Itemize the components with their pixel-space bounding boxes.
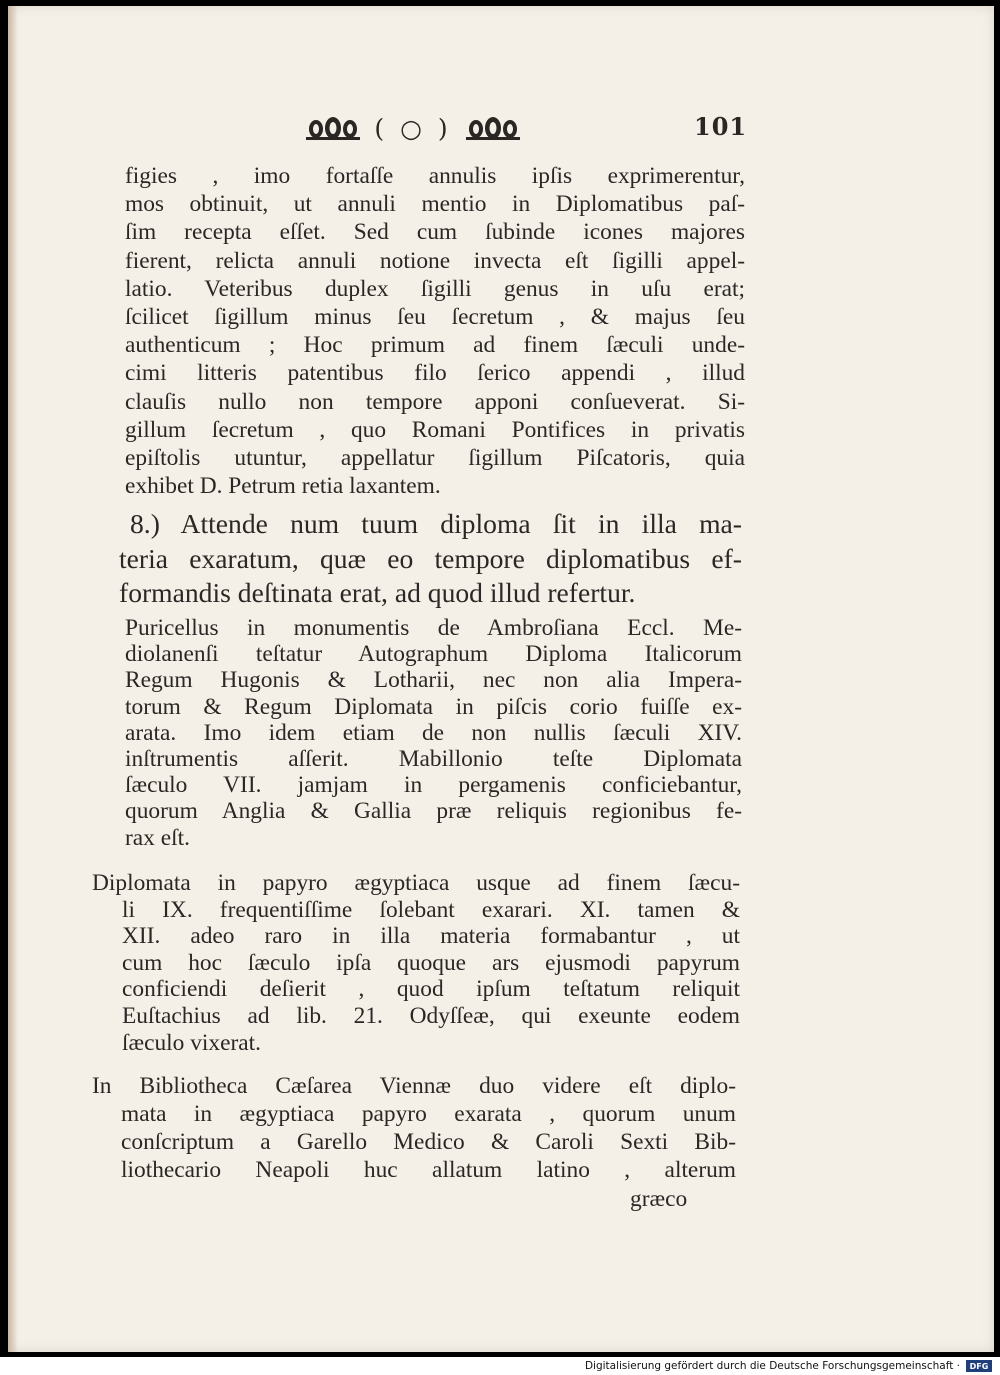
text-line: cimi litteris patentibus filo ſerico appendi , illud bbox=[125, 360, 745, 387]
text-line: Diplomata in papyro ægyptiaca usque ad finem ſæcu- bbox=[92, 870, 740, 896]
text-line: 8.) Attende num tuum diploma ſit in illa ma- bbox=[130, 508, 742, 539]
text-line: rax eſt. bbox=[125, 824, 190, 851]
fleuron-left-icon bbox=[302, 113, 364, 143]
header-ornament-center: ( ○ ) bbox=[374, 113, 452, 143]
text-line: In Bibliotheca Cæſarea Viennæ duo videre eſt diplo- bbox=[92, 1073, 736, 1099]
book-page bbox=[8, 6, 994, 1352]
text-line: latio. Veteribus duplex ſigilli genus in uſu erat; bbox=[125, 275, 745, 302]
page-header bbox=[8, 108, 994, 148]
text-line: ſæculo vixerat. bbox=[122, 1029, 262, 1056]
rule-8-heading bbox=[119, 507, 742, 611]
text-line: figies , imo fortaſſe annulis ipſis exprimerentur, bbox=[125, 163, 745, 189]
text-line: arata. Imo idem etiam de non nullis ſæculi XIV. bbox=[125, 719, 742, 746]
note-paragraph-2 bbox=[92, 870, 740, 1056]
text-line: conſcriptum a Garello Medico & Caroli Sexti Bib- bbox=[121, 1129, 736, 1155]
text-line: fierent, relicta annuli notione invecta eſt ſigilli appel- bbox=[125, 247, 745, 274]
text-line: liothecario Neapoli huc allatum latino , alterum bbox=[121, 1157, 736, 1183]
text-line: exhibet D. Petrum retia laxantem. bbox=[125, 473, 441, 500]
text-line: epiſtolis utuntur, appellatur ſigillum Piſcatoris, quia bbox=[125, 445, 745, 472]
text-line: Euſtachius ad lib. 21. Odyſſeæ, qui exeunte eodem bbox=[122, 1002, 740, 1029]
digitization-credit-bar bbox=[0, 1357, 1000, 1375]
digitization-credit-text: Digitalisierung gefördert durch die Deutsche Forschungsgemeinschaft · bbox=[584, 1360, 960, 1372]
text-line: gillum ſecretum , quo Romani Pontifices in privatis bbox=[125, 416, 745, 443]
text-line: li IX. frequentiſſime ſolebant exarari. XI. tamen & bbox=[122, 896, 740, 923]
page-spine-shadow bbox=[8, 6, 18, 1352]
note-paragraph-1 bbox=[125, 615, 742, 851]
text-line: inſtrumentis aſſerit. Mabillonio teſte Diplomata bbox=[125, 746, 742, 773]
note-paragraph-3 bbox=[92, 1072, 736, 1184]
catchword: græco bbox=[630, 1186, 688, 1212]
fleuron-right-icon bbox=[462, 113, 524, 143]
text-line: ſim recepta eſſet. Sed cum ſubinde icones majores bbox=[125, 219, 745, 246]
text-line: diolanenſi teſtatur Autographum Diploma Italicorum bbox=[125, 641, 742, 668]
text-line: Regum Hugonis & Lotharii, nec non alia Impera- bbox=[125, 667, 742, 694]
header-ornament bbox=[298, 108, 528, 148]
text-line: clauſis nullo non tempore apponi conſueverat. Si- bbox=[125, 388, 745, 415]
dfg-logo: DFG bbox=[966, 1360, 992, 1372]
text-line: conficiendi deſierit , quod ipſum teſtatum reliquit bbox=[122, 976, 740, 1003]
text-line: Puricellus in monumentis de Ambroſiana Eccl. Me- bbox=[125, 615, 742, 641]
text-line: ſæculo VII. jamjam in pergamenis conficiebantur, bbox=[125, 772, 742, 799]
text-line: authenticum ; Hoc primum ad finem ſæculi unde- bbox=[125, 332, 745, 359]
text-line: ſcilicet ſigillum minus ſeu ſecretum , & majus ſeu bbox=[125, 304, 745, 331]
text-line: mos obtinuit, ut annuli mentio in Diplomatibus paſ- bbox=[125, 191, 745, 218]
text-line: torum & Regum Diplomata in piſcis corio fuiſſe ex- bbox=[125, 693, 742, 720]
text-line: teria exaratum, quæ eo tempore diplomatibus ef- bbox=[119, 542, 742, 574]
paragraph-continuation bbox=[125, 162, 745, 500]
text-line: mata in ægyptiaca papyro exarata , quorum unum bbox=[121, 1101, 736, 1127]
text-line: quorum Anglia & Gallia præ reliquis regionibus fe- bbox=[125, 798, 742, 825]
text-line: XII. adeo raro in illa materia formabantur , ut bbox=[122, 923, 740, 950]
text-line: formandis deſtinata erat, ad quod illud refertur. bbox=[119, 577, 636, 608]
page-number: 101 bbox=[694, 112, 748, 141]
text-line: cum hoc ſæculo ipſa quoque ars ejusmodi papyrum bbox=[122, 949, 740, 976]
